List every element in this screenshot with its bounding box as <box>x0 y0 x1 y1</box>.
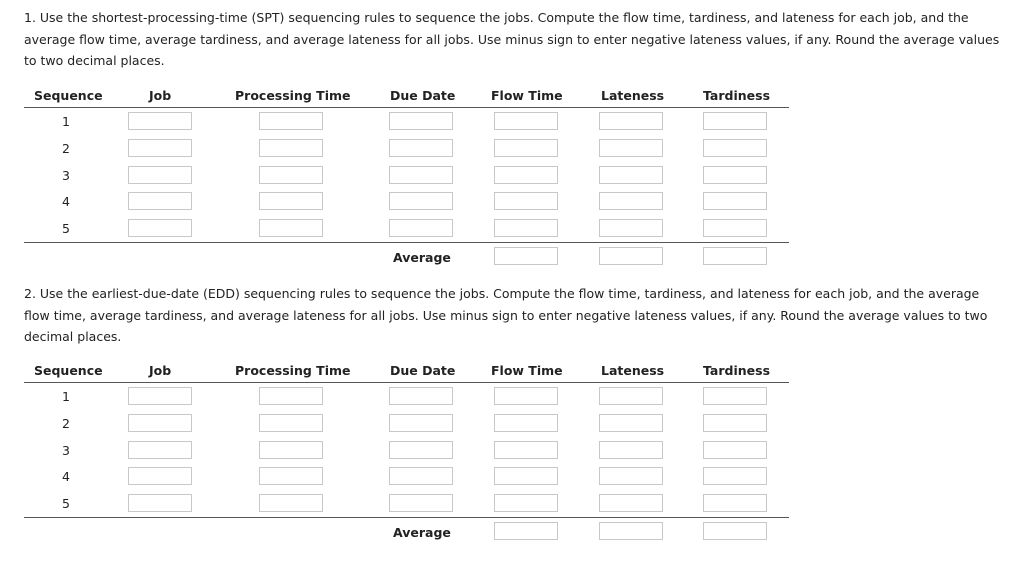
edd-lateness-input[interactable] <box>599 467 663 485</box>
edd-flow-time-input[interactable] <box>494 441 558 459</box>
spt-due-date-input[interactable] <box>389 219 453 237</box>
header-tardiness: Tardiness <box>703 88 771 103</box>
table-row <box>24 414 789 434</box>
header-lateness: Lateness <box>601 88 665 103</box>
header-sequence: Sequence <box>34 363 103 378</box>
edd-job-input[interactable] <box>128 494 192 512</box>
spt-processing-time-input[interactable] <box>259 166 323 184</box>
edd-tardiness-input[interactable] <box>703 467 767 485</box>
edd-due-date-input[interactable] <box>389 387 453 405</box>
edd-tardiness-input[interactable] <box>703 387 767 405</box>
edd-due-date-input[interactable] <box>389 414 453 432</box>
table-row <box>24 192 789 212</box>
spt-due-date-input[interactable] <box>389 112 453 130</box>
edd-processing-time-input[interactable] <box>259 441 323 459</box>
spt-due-date-input[interactable] <box>389 192 453 210</box>
spt-job-input[interactable] <box>128 192 192 210</box>
spt-lateness-input[interactable] <box>599 112 663 130</box>
table-row <box>24 139 789 159</box>
spt-tardiness-input[interactable] <box>703 112 767 130</box>
edd-flow-time-input[interactable] <box>494 467 558 485</box>
header-sequence: Sequence <box>34 88 103 103</box>
spt-job-input[interactable] <box>128 139 192 157</box>
edd-tardiness-input[interactable] <box>703 441 767 459</box>
header-flow-time: Flow Time <box>491 88 563 103</box>
header-processing-time: Processing Time <box>235 363 351 378</box>
edd-processing-time-input[interactable] <box>259 467 323 485</box>
sequence-number: 5 <box>62 221 70 237</box>
edd-processing-time-input[interactable] <box>259 494 323 512</box>
spt-flow-time-input[interactable] <box>494 219 558 237</box>
spt-due-date-input[interactable] <box>389 139 453 157</box>
header-divider <box>24 382 789 383</box>
spt-job-input[interactable] <box>128 112 192 130</box>
edd-flow-time-input[interactable] <box>494 414 558 432</box>
header-processing-time: Processing Time <box>235 88 351 103</box>
spt-lateness-input[interactable] <box>599 219 663 237</box>
edd-due-date-input[interactable] <box>389 467 453 485</box>
table-row <box>24 387 789 407</box>
edd-average-tardiness-input[interactable] <box>703 522 767 540</box>
edd-processing-time-input[interactable] <box>259 387 323 405</box>
spt-processing-time-input[interactable] <box>259 139 323 157</box>
sequence-number: 4 <box>62 469 70 485</box>
sequence-number: 2 <box>62 140 70 156</box>
edd-lateness-input[interactable] <box>599 414 663 432</box>
edd-job-input[interactable] <box>128 441 192 459</box>
spt-job-input[interactable] <box>128 219 192 237</box>
spt-lateness-input[interactable] <box>599 192 663 210</box>
spt-average-lateness-input[interactable] <box>599 247 663 265</box>
table-row <box>24 467 789 487</box>
question-2-text: 2. Use the earliest-due-date (EDD) sequencing rules to sequence the jobs. Compute the flow time, tardiness, and lateness for each job, and the average flow time, average tardiness, and average lateness for all jobs. Use minus sign to enter negative lateness values, if any. Round the average values to two decimal places. <box>24 286 988 344</box>
spt-processing-time-input[interactable] <box>259 112 323 130</box>
spt-processing-time-input[interactable] <box>259 219 323 237</box>
table-row <box>24 112 789 132</box>
footer-divider <box>24 242 789 243</box>
average-label: Average <box>393 250 451 265</box>
sequence-number: 1 <box>62 389 70 404</box>
sequence-number: 5 <box>62 496 70 512</box>
header-divider <box>24 107 789 108</box>
edd-flow-time-input[interactable] <box>494 494 558 512</box>
sequence-number: 4 <box>62 194 70 210</box>
footer-divider <box>24 517 789 518</box>
spt-flow-time-input[interactable] <box>494 166 558 184</box>
spt-lateness-input[interactable] <box>599 166 663 184</box>
spt-tardiness-input[interactable] <box>703 219 767 237</box>
spt-flow-time-input[interactable] <box>494 139 558 157</box>
sequence-number: 3 <box>62 442 70 458</box>
sequence-number: 3 <box>62 167 70 183</box>
edd-flow-time-input[interactable] <box>494 387 558 405</box>
sequence-number: 2 <box>62 415 70 431</box>
header-flow-time: Flow Time <box>491 363 563 378</box>
header-due-date: Due Date <box>390 88 456 103</box>
spt-tardiness-input[interactable] <box>703 139 767 157</box>
edd-processing-time-input[interactable] <box>259 414 323 432</box>
spt-due-date-input[interactable] <box>389 166 453 184</box>
edd-average-lateness-input[interactable] <box>599 522 663 540</box>
spt-processing-time-input[interactable] <box>259 192 323 210</box>
header-job: Job <box>149 88 172 103</box>
header-job: Job <box>149 363 172 378</box>
spt-flow-time-input[interactable] <box>494 112 558 130</box>
question-1-text: 1. Use the shortest-processing-time (SPT) sequencing rules to sequence the jobs. Compute the flow time, tardiness, and lateness for each job, and the average flow time, average tardiness, and average lateness for all jobs. Use minus sign to enter negative lateness values, if any. Round the average values to two decimal places. <box>24 10 1000 68</box>
header-tardiness: Tardiness <box>703 363 771 378</box>
edd-lateness-input[interactable] <box>599 441 663 459</box>
spt-tardiness-input[interactable] <box>703 166 767 184</box>
edd-job-input[interactable] <box>128 387 192 405</box>
table-row <box>24 219 789 239</box>
edd-lateness-input[interactable] <box>599 387 663 405</box>
edd-job-input[interactable] <box>128 414 192 432</box>
table-row <box>24 166 789 186</box>
sequence-number: 1 <box>62 114 70 129</box>
spt-average-tardiness-input[interactable] <box>703 247 767 265</box>
table-row <box>24 494 789 514</box>
spt-job-input[interactable] <box>128 166 192 184</box>
spt-lateness-input[interactable] <box>599 139 663 157</box>
average-label: Average <box>393 525 451 540</box>
header-due-date: Due Date <box>390 363 456 378</box>
header-lateness: Lateness <box>601 363 665 378</box>
edd-tardiness-input[interactable] <box>703 494 767 512</box>
table-row <box>24 441 789 461</box>
spt-average-flow-time-input[interactable] <box>494 247 558 265</box>
edd-average-flow-time-input[interactable] <box>494 522 558 540</box>
edd-tardiness-input[interactable] <box>703 414 767 432</box>
edd-due-date-input[interactable] <box>389 441 453 459</box>
edd-lateness-input[interactable] <box>599 494 663 512</box>
spt-flow-time-input[interactable] <box>494 192 558 210</box>
spt-tardiness-input[interactable] <box>703 192 767 210</box>
edd-due-date-input[interactable] <box>389 494 453 512</box>
edd-job-input[interactable] <box>128 467 192 485</box>
